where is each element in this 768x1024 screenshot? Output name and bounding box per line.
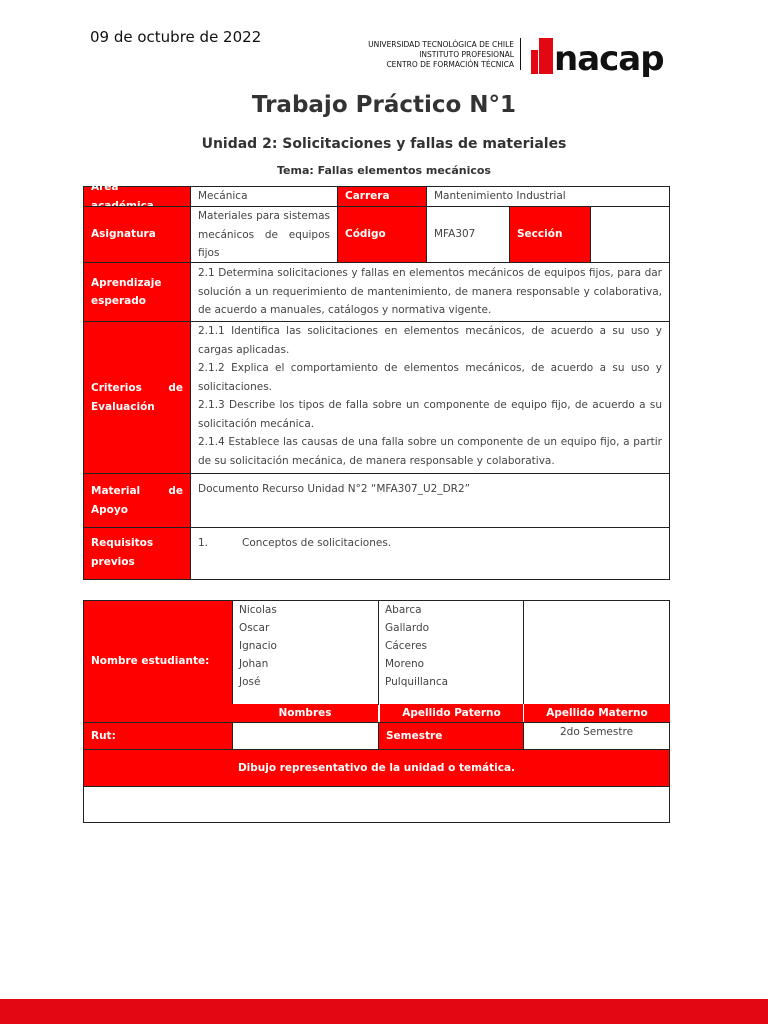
material-label: Material de Apoyo xyxy=(83,473,191,528)
inacap-logo xyxy=(531,32,664,78)
page-subtitle: Unidad 2: Solicitaciones y fallas de materiales xyxy=(201,136,567,152)
student-first-name: Ignacio xyxy=(239,640,277,652)
requisitos-text: Conceptos de solicitaciones. xyxy=(242,537,392,549)
material-value: Documento Recurso Unidad N°2 “MFA307_U2_DR2” xyxy=(190,473,670,528)
asignatura-value xyxy=(190,206,338,263)
rut-label: Rut: xyxy=(83,722,233,750)
asignatura-line: fijos xyxy=(198,247,220,259)
logo-wordmark: nacap xyxy=(554,39,664,79)
student-last-name: Pulquillanca xyxy=(385,676,449,688)
asignatura-label: Asignatura xyxy=(83,206,191,263)
apellidos-maternos-list xyxy=(523,600,670,705)
codigo-value: MFA307 xyxy=(426,206,510,263)
requisitos-value xyxy=(190,527,670,580)
rut-value xyxy=(232,722,379,750)
carrera-label: Carrera xyxy=(337,186,427,207)
criterio-item: 2.1.3 Describe los tipos de falla sobre un componente de equipo fijo, de acuerdo a su solicitación mecánica. xyxy=(198,399,662,430)
footer-bar xyxy=(0,999,768,1024)
requisitos-label: Requisitos previos xyxy=(83,527,191,580)
criterio-item: 2.1.4 Establece las causas de una falla sobre un componente de un equipo fijo, a partir de su solicitación mecánica, de manera responsable y colaborativa. xyxy=(198,436,662,467)
institution-line: UNIVERSIDAD TECNOLÓGICA DE CHILE xyxy=(368,40,514,49)
apellidos-paternos-list xyxy=(378,600,524,705)
header-divider xyxy=(520,38,521,70)
student-first-name: Oscar xyxy=(239,622,270,634)
col-materno-header: Apellido Materno xyxy=(523,704,670,723)
col-paterno-header: Apellido Paterno xyxy=(379,704,523,723)
area-label: Área xyxy=(83,186,191,207)
semestre-label: Semestre xyxy=(378,722,524,750)
carrera-value: Mantenimiento Industrial xyxy=(426,186,670,207)
aprendizaje-text: 2.1 Determina solicitaciones y fallas en elementos mecánicos de equipos fijos, para dar solución a un requerimiento de mantenimiento, de manera responsable y colaborativa, de acuerdo a manuales, catálogos y normativa vigente. xyxy=(190,262,670,322)
semestre-value: 2do Semestre xyxy=(523,722,670,750)
seccion-value xyxy=(590,206,670,263)
aprendizaje-label: Aprendizaje esperado xyxy=(83,262,191,322)
student-last-name: Moreno xyxy=(385,658,425,670)
nombres-list xyxy=(232,600,379,705)
col-nombres-header: Nombres xyxy=(232,704,378,723)
dibujo-area xyxy=(83,786,670,823)
codigo-label: Código xyxy=(337,206,427,263)
student-last-name: Abarca xyxy=(385,604,422,616)
nombre-label: Nombre estudiante: xyxy=(83,600,233,723)
topic-line: Tema: Fallas elementos mecánicos xyxy=(277,164,491,177)
student-last-name: Cáceres xyxy=(385,640,428,652)
student-last-name: Gallardo xyxy=(385,622,430,634)
seccion-label: Sección xyxy=(509,206,591,263)
institution-line: INSTITUTO PROFESIONAL xyxy=(419,50,514,59)
asignatura-line: mecánicos de equipos xyxy=(198,228,330,241)
criterios-list xyxy=(190,321,670,474)
institution-line: CENTRO DE FORMACIÓN TÉCNICA xyxy=(386,60,514,69)
criterio-item: 2.1.1 Identifica las solicitaciones en elementos mecánicos, de acuerdo a su uso y cargas aplicadas. xyxy=(198,325,662,356)
student-first-name: Nicolas xyxy=(239,604,277,616)
criterios-label: Criterios de Evaluación xyxy=(83,321,191,474)
logo-mark-icon xyxy=(531,38,553,74)
page-title: Trabajo Práctico N°1 xyxy=(251,92,517,118)
asignatura-line: Materiales para sistemas xyxy=(198,210,330,222)
institution-text xyxy=(368,40,514,70)
dibujo-header: Dibujo representativo de la unidad o temática. xyxy=(83,749,670,787)
area-value: Mecánica xyxy=(190,186,338,207)
document-date: 09 de octubre de 2022 xyxy=(90,28,262,46)
student-first-name: José xyxy=(239,676,261,688)
requisitos-number: 1. xyxy=(198,537,209,549)
criterio-item: 2.1.2 Explica el comportamiento de elementos mecánicos, de acuerdo a su uso y solicitaciones. xyxy=(198,362,662,393)
student-first-name: Johan xyxy=(239,658,269,670)
